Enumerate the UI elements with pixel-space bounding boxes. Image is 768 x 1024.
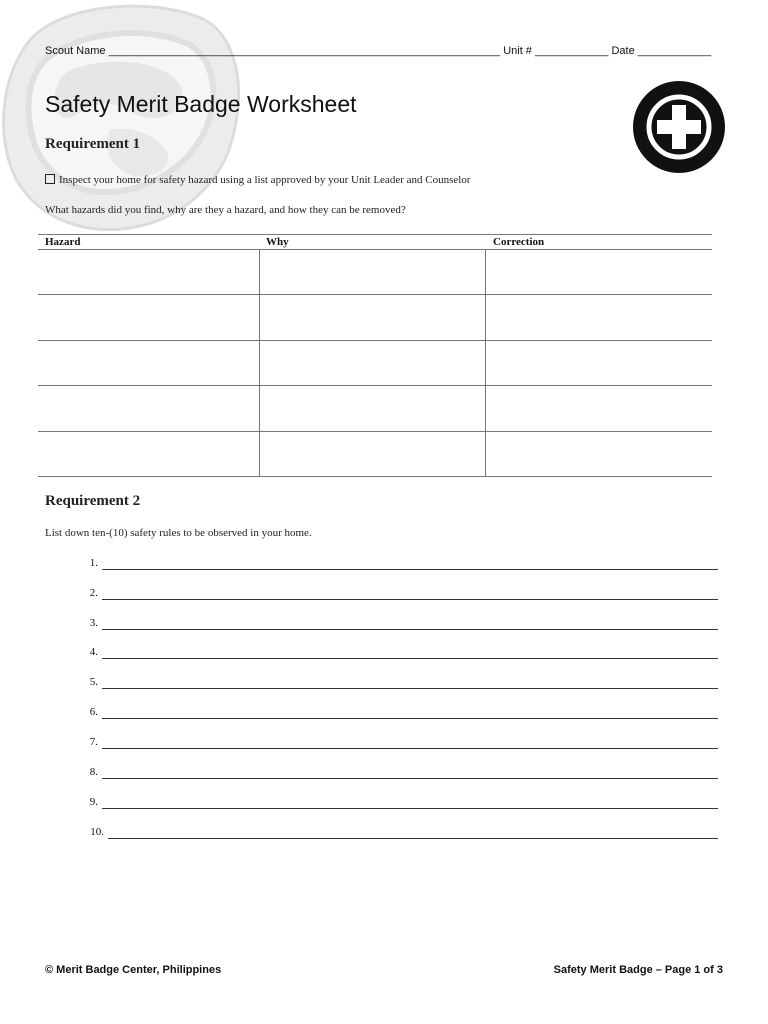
column-header-hazard: Hazard	[45, 236, 81, 248]
list-item-number: 10.	[90, 826, 104, 838]
list-item-answer-line[interactable]	[108, 838, 718, 839]
table-row[interactable]	[38, 295, 259, 340]
requirement-1-question: What hazards did you find, why are they a hazard, and how they can be removed?	[45, 204, 406, 216]
list-item-answer-line[interactable]	[102, 748, 718, 749]
scout-name-field[interactable]: ________________________________________________________________	[108, 45, 501, 57]
table-row[interactable]	[38, 250, 259, 294]
list-item-number: 2.	[89, 587, 98, 599]
list-item-number: 9.	[89, 796, 98, 808]
table-column-divider	[485, 249, 486, 477]
list-item-answer-line[interactable]	[102, 778, 718, 779]
table-row[interactable]	[38, 432, 259, 476]
list-item-number: 1.	[89, 557, 98, 569]
unit-field[interactable]: ____________	[535, 45, 609, 57]
checkbox[interactable]	[45, 174, 55, 184]
column-header-correction: Correction	[493, 236, 545, 248]
requirement-2-instruction: List down ten-(10) safety rules to be observed in your home.	[45, 527, 312, 539]
table-column-divider	[259, 249, 260, 477]
list-item-answer-line[interactable]	[102, 808, 718, 809]
column-header-why: Why	[266, 236, 289, 248]
checkbox-label: Inspect your home for safety hazard using a list approved by your Unit Leader and Counselor	[59, 174, 471, 186]
hazard-table	[38, 234, 712, 477]
list-item-number: 6.	[89, 706, 98, 718]
list-item-answer-line[interactable]	[102, 629, 718, 630]
table-row[interactable]	[38, 341, 259, 385]
list-item-number: 3.	[89, 617, 98, 629]
list-item-answer-line[interactable]	[102, 658, 718, 659]
list-item-answer-line[interactable]	[102, 599, 718, 600]
table-top-border	[38, 234, 712, 235]
header-line	[45, 45, 711, 57]
list-item-answer-line[interactable]	[102, 718, 718, 719]
unit-label: Unit #	[503, 45, 532, 57]
page-title: Safety Merit Badge Worksheet	[45, 91, 357, 117]
list-item-answer-line[interactable]	[102, 569, 718, 570]
list-item-number: 5.	[89, 676, 98, 688]
first-aid-cross-icon	[632, 80, 726, 174]
list-item-answer-line[interactable]	[102, 688, 718, 689]
date-field[interactable]: ____________	[637, 45, 712, 57]
list-item-number: 8.	[89, 766, 98, 778]
footer-copyright: © Merit Badge Center, Philippines	[45, 964, 222, 976]
requirement-1-heading: Requirement 1	[45, 136, 141, 152]
requirement-2-heading: Requirement 2	[45, 493, 141, 509]
requirement-1-checkbox-item	[45, 174, 470, 186]
table-row[interactable]	[38, 386, 259, 431]
footer-page-number: Safety Merit Badge – Page 1 of 3	[553, 964, 723, 976]
date-label: Date	[611, 45, 635, 57]
list-item-number: 4.	[89, 646, 98, 658]
list-item-number: 7.	[89, 736, 98, 748]
table-bottom-border	[38, 476, 712, 477]
scout-name-label: Scout Name	[45, 45, 106, 57]
